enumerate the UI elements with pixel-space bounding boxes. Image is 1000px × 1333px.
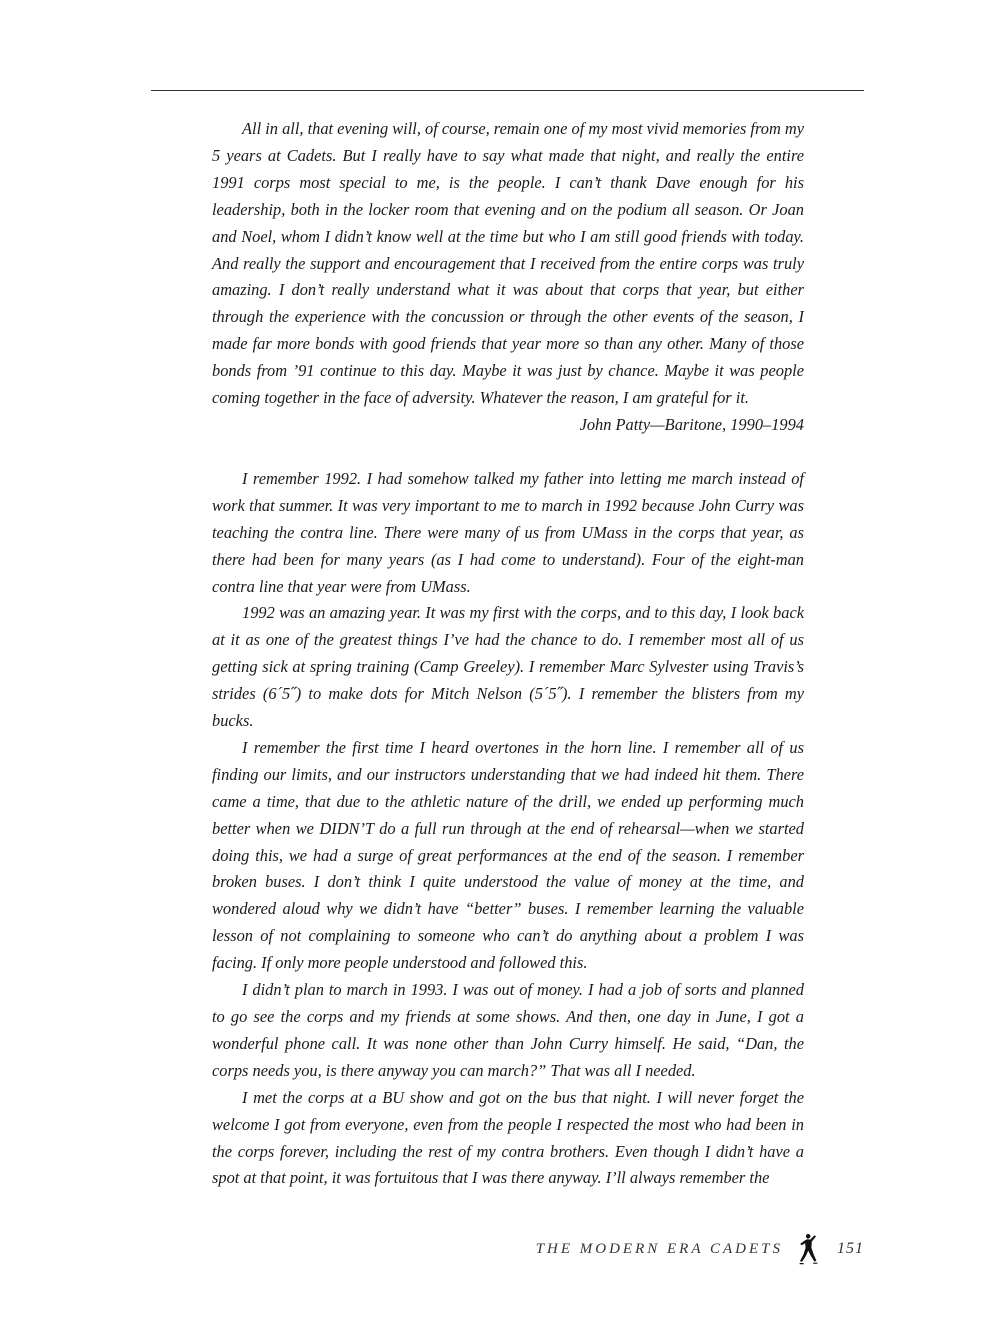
- paragraph: All in all, that evening will, of course, remain one of my most vivid memories from my 5 years at Cadets. But I really have to say what made that night, and really the entire 1991 corps most special to me, is the people. I can’t thank Dave enough for his leadership, both in the locker room that evening and on the podium all season. Or Joan and Noel, whom I didn’t know well at the time but who I am still good friends with today. And really the support and encouragement that I received from the entire corps was truly amazing. I don’t really understand what it was about that corps that year, but either through the experience with the concussion or through the other events of the season, I made far more bonds with good friends that year more so than any other. Many of those bonds from ’91 continue to this day. Maybe it was just by chance. Maybe it was people coming together in the face of adversity. Whatever the reason, I am grateful for it.: [212, 119, 804, 408]
- paragraph: I remember the first time I heard overtones in the horn line. I remember all of us finding our limits, and our instructors understanding that we had indeed hit them. There came a time, that due to the athletic nature of the drill, we ended up performing much better when we DIDN’T do a full run through at the end of rehearsal—when we started doing this, we had a surge of great performances at the end of the season. I remember broken buses. I don’t think I quite understood the value of money at the time, and wondered aloud why we didn’t have “better” buses. I remember learning the valuable lesson of not complaining to someone who can’t do anything about a problem I was facing. If only more people understood and followed this.: [212, 737, 804, 973]
- paragraph: I didn’t plan to march in 1993. I was out of money. I had a job of sorts and planned to go see the corps and my friends at some shows. And then, one day in June, I got a wonderful phone call. It was none other than John Curry himself. He said, “Dan, the corps needs you, is there anyway you can march?” That was all I needed.: [212, 980, 804, 1080]
- body-text: [212, 116, 804, 1192]
- drum-major-silhouette-icon: [795, 1232, 821, 1266]
- paragraph: 1992 was an amazing year. It was my first with the corps, and to this day, I look back at it as one of the greatest things I’ve had the chance to do. I remember most all of us getting sick at spring training (Camp Greeley). I remember Marc Sylvester using Travis’s strides (6´5˝) to make dots for Mitch Nelson (5´5˝). I remember the blisters from my bucks.: [212, 603, 804, 731]
- running-title: THE MODERN ERA CADETS: [535, 1240, 783, 1257]
- header-rule: [151, 90, 864, 91]
- paragraph: I met the corps at a BU show and got on the bus that night. I will never forget the welcome I got from everyone, even from the people I respected the most who had been in the corps forever, including the rest of my contra brothers. Even though I didn’t have a spot at that point, it was fortuitous that I was there anyway. I’ll always remember the: [212, 1087, 804, 1188]
- page-number: 151: [837, 1240, 864, 1257]
- signature: John Patty—Baritone, 1990–1994: [579, 414, 804, 434]
- paragraph: I remember 1992. I had somehow talked my father into letting me march instead of work that summer. It was very important to me to march in 1992 because John Curry was teaching the contra line. There were many of us from UMass in the corps that year, as there had been for many years (as I had come to understand). Four of the eight-man contra line that year were from UMass.: [212, 468, 804, 596]
- page-footer: [500, 1232, 864, 1266]
